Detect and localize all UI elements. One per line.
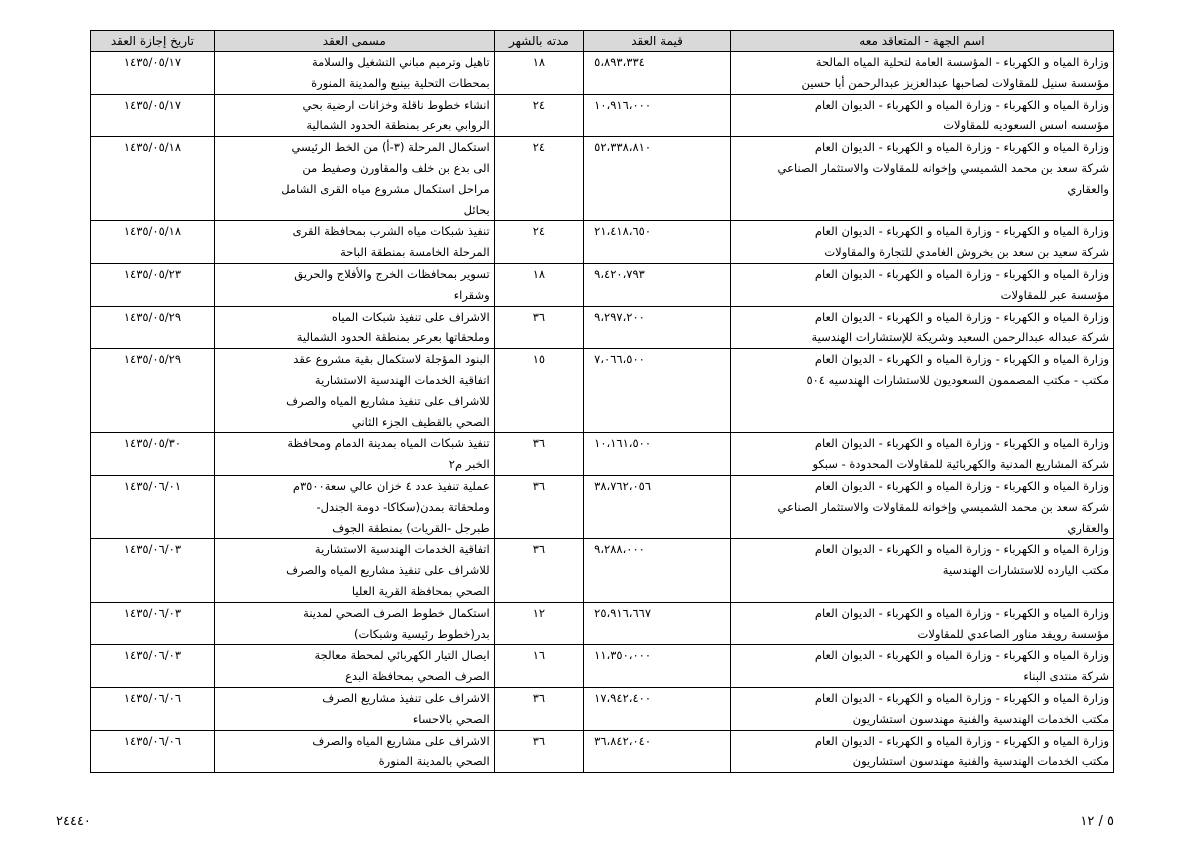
party-line: وزارة المياه و الكهرباء - وزارة المياه و الكهرباء - الديوان العام bbox=[814, 266, 1109, 281]
table-row bbox=[91, 94, 1114, 137]
table-row bbox=[91, 221, 1114, 264]
party-line: وزارة المياه و الكهرباء - وزارة المياه و الكهرباء - الديوان العام bbox=[814, 478, 1109, 493]
party-line: وزارة المياه و الكهرباء - وزارة المياه و الكهرباء - الديوان العام bbox=[814, 352, 1109, 367]
party-cell bbox=[730, 602, 1113, 645]
title-line: تنفيذ شبكات المياه بمدينة الدمام ومحافظة bbox=[287, 436, 490, 451]
date-cell: ١٤٣٥/٠٥/١٨ bbox=[91, 221, 215, 264]
party-cell bbox=[730, 645, 1113, 688]
title-line: للاشراف على تنفيذ مشاريع المياه والصرف bbox=[286, 563, 490, 578]
title-line: البنود المؤجلة لاستكمال بقية مشروع عقد bbox=[293, 352, 490, 367]
title-line: استكمال خطوط الصرف الصحي لمدينة bbox=[303, 605, 490, 620]
title-cell bbox=[214, 433, 494, 476]
table-row bbox=[91, 433, 1114, 476]
party-line: شركة سعيد بن سعد بن بخروش الغامدي للتجارة والمقاولات bbox=[824, 245, 1109, 260]
party-line: مؤسسه اسس السعوديه للمقاولات bbox=[943, 118, 1109, 133]
party-line: مكتب اليارده للاستشارات الهندسية bbox=[942, 563, 1109, 578]
title-line: الاشراف على مشاريع المياه والصرف bbox=[312, 733, 490, 748]
party-line: وزارة المياه و الكهرباء - وزارة المياه و الكهرباء - الديوان العام bbox=[814, 224, 1109, 239]
date-cell: ١٤٣٥/٠٥/٢٣ bbox=[91, 263, 215, 306]
value-cell: ٩،٤٢٠،٧٩٣ bbox=[584, 263, 731, 306]
table-header-row bbox=[91, 31, 1114, 52]
table-row bbox=[91, 52, 1114, 95]
value-cell: ١٠،٩١٦،٠٠٠ bbox=[584, 94, 731, 137]
date-cell: ١٤٣٥/٠٥/١٧ bbox=[91, 94, 215, 137]
title-line: للاشراف على تنفيذ مشاريع المياه والصرف bbox=[286, 393, 490, 408]
party-cell bbox=[730, 52, 1113, 95]
title-cell bbox=[214, 306, 494, 349]
party-cell bbox=[730, 687, 1113, 730]
contracts-table bbox=[90, 30, 1114, 773]
party-line: مؤسسة سنيل للمقاولات لصاحبها عبدالعزيز عبدالرحمن أبا حسين bbox=[801, 75, 1109, 90]
duration-cell: ١٦ bbox=[494, 645, 583, 688]
duration-cell: ٣٦ bbox=[494, 730, 583, 773]
value-cell: ٣٨،٧٦٢،٠٥٦ bbox=[584, 475, 731, 538]
title-line: انشاء خطوط ناقلة وخزانات ارضية بحي bbox=[302, 97, 490, 112]
table-row bbox=[91, 137, 1114, 221]
title-cell bbox=[214, 602, 494, 645]
party-line: وزارة المياه و الكهرباء - وزارة المياه و الكهرباء - الديوان العام bbox=[814, 733, 1109, 748]
date-cell: ١٤٣٥/٠٥/٢٩ bbox=[91, 306, 215, 349]
title-line: وملحقاتة بمدن(سكاكا- دومة الجندل- bbox=[316, 499, 490, 514]
date-cell: ١٤٣٥/٠٦/٠٦ bbox=[91, 730, 215, 773]
party-line: شركة عبداله عبدالرحمن السعيد وشريكة للإستشارات الهندسية bbox=[811, 330, 1109, 345]
title-line: بمحطات التحلية بينبع والمدينة المنورة bbox=[311, 75, 490, 90]
header-value: قيمة العقد bbox=[584, 31, 731, 52]
date-cell: ١٤٣٥/٠٦/٠٣ bbox=[91, 602, 215, 645]
title-cell bbox=[214, 539, 494, 602]
party-line: وزارة المياه و الكهرباء - وزارة المياه و الكهرباء - الديوان العام bbox=[814, 690, 1109, 705]
duration-cell: ٣٦ bbox=[494, 475, 583, 538]
page-number: ٥ / ١٢ bbox=[1080, 814, 1114, 829]
value-cell: ٢٥،٩١٦،٦٦٧ bbox=[584, 602, 731, 645]
party-line: وزارة المياه و الكهرباء - وزارة المياه و الكهرباء - الديوان العام bbox=[814, 436, 1109, 451]
title-line: الاشراف على تنفيذ مشاريع الصرف bbox=[322, 690, 490, 705]
contracts-sheet bbox=[90, 30, 1114, 773]
date-cell: ١٤٣٥/٠٦/٠٦ bbox=[91, 687, 215, 730]
title-cell bbox=[214, 52, 494, 95]
title-cell bbox=[214, 94, 494, 137]
party-cell bbox=[730, 94, 1113, 137]
value-cell: ٢١،٤١٨،٦٥٠ bbox=[584, 221, 731, 264]
party-cell bbox=[730, 730, 1113, 773]
duration-cell: ١٨ bbox=[494, 52, 583, 95]
party-cell bbox=[730, 349, 1113, 433]
party-cell bbox=[730, 433, 1113, 476]
date-cell: ١٤٣٥/٠٦/٠١ bbox=[91, 475, 215, 538]
title-line: تنفيذ شبكات مياه الشرب بمحافظة القرى bbox=[292, 224, 490, 239]
duration-cell: ٢٤ bbox=[494, 94, 583, 137]
value-cell: ١٠،١٦١،٥٠٠ bbox=[584, 433, 731, 476]
party-line: مكتب - مكتب المصممون السعوديون للاستشارات الهندسيه ٥٠٤ bbox=[806, 372, 1109, 387]
party-line: والعقاري bbox=[1067, 181, 1109, 196]
date-cell: ١٤٣٥/٠٥/٣٠ bbox=[91, 433, 215, 476]
title-line: الروابي بعرعر بمنطقة الحدود الشمالية bbox=[306, 118, 490, 133]
title-line: وشقراء bbox=[453, 287, 490, 302]
title-cell bbox=[214, 221, 494, 264]
party-cell bbox=[730, 306, 1113, 349]
party-line: شركة سعد بن محمد الشميسي وإخوانه للمقاولات والاستثمار الصناعي bbox=[777, 499, 1109, 514]
value-cell: ٥٢،٣٣٨،٨١٠ bbox=[584, 137, 731, 221]
value-cell: ٣٦،٨٤٢،٠٤٠ bbox=[584, 730, 731, 773]
date-cell: ١٤٣٥/٠٦/٠٣ bbox=[91, 645, 215, 688]
party-line: مكتب الخدمات الهندسية والفنية مهندسون استشاريون bbox=[852, 711, 1109, 726]
party-line: وزارة المياه و الكهرباء - وزارة المياه و الكهرباء - الديوان العام bbox=[814, 648, 1109, 663]
header-party: اسم الجهة - المتعاقد معه bbox=[730, 31, 1113, 52]
duration-cell: ٣٦ bbox=[494, 687, 583, 730]
date-cell: ١٤٣٥/٠٥/١٧ bbox=[91, 52, 215, 95]
party-cell bbox=[730, 475, 1113, 538]
duration-cell: ١٢ bbox=[494, 602, 583, 645]
title-line: الصحي بالقطيف الجزء الثاني bbox=[351, 414, 490, 429]
party-line: مؤسسة رويفد مناور الصاعدي للمقاولات bbox=[917, 626, 1109, 641]
table-row bbox=[91, 475, 1114, 538]
title-line: الى بدع بن خلف والمقاورن وصفيط من bbox=[302, 160, 490, 175]
party-line: والعقاري bbox=[1067, 520, 1109, 535]
value-cell: ٩،٢٩٧،٢٠٠ bbox=[584, 306, 731, 349]
title-line: تسوير بمحافظات الخرج والأفلاج والحريق bbox=[294, 266, 490, 281]
party-line: شركة سعد بن محمد الشميسي وإخوانه للمقاولات والاستثمار الصناعي bbox=[777, 160, 1109, 175]
duration-cell: ٢٤ bbox=[494, 221, 583, 264]
title-line: المرحلة الخامسة بمنطقة الباحة bbox=[340, 245, 490, 260]
title-cell bbox=[214, 730, 494, 773]
table-row bbox=[91, 306, 1114, 349]
duration-cell: ١٥ bbox=[494, 349, 583, 433]
title-line: الخبر م٢ bbox=[448, 457, 490, 472]
title-line: بدر(خطوط رئيسية وشبكات) bbox=[354, 626, 490, 641]
title-line: مراحل استكمال مشروع مياه القرى الشامل bbox=[281, 181, 490, 196]
table-row bbox=[91, 602, 1114, 645]
duration-cell: ٣٦ bbox=[494, 539, 583, 602]
value-cell: ٧،٠٦٦،٥٠٠ bbox=[584, 349, 731, 433]
header-title: مسمى العقد bbox=[214, 31, 494, 52]
value-cell: ١٧،٩٤٢،٤٠٠ bbox=[584, 687, 731, 730]
party-line: وزارة المياه و الكهرباء - وزارة المياه و الكهرباء - الديوان العام bbox=[814, 97, 1109, 112]
party-cell bbox=[730, 263, 1113, 306]
party-cell bbox=[730, 539, 1113, 602]
date-cell: ١٤٣٥/٠٥/١٨ bbox=[91, 137, 215, 221]
title-line: الاشراف على تنفيذ شبكات المياه bbox=[331, 309, 490, 324]
title-cell bbox=[214, 137, 494, 221]
title-cell bbox=[214, 349, 494, 433]
title-line: الصحي بالاحساء bbox=[412, 711, 490, 726]
duration-cell: ١٨ bbox=[494, 263, 583, 306]
party-line: وزارة المياه و الكهرباء - وزارة المياه و الكهرباء - الديوان العام bbox=[814, 140, 1109, 155]
party-line: وزارة المياه و الكهرباء - وزارة المياه و الكهرباء - الديوان العام bbox=[814, 309, 1109, 324]
title-line: الصرف الصحي بمحافظة البدع bbox=[345, 669, 490, 684]
table-row bbox=[91, 349, 1114, 433]
title-line: استكمال المرحلة (٣-أ) من الخط الرئيسي bbox=[291, 140, 490, 155]
party-line: وزارة المياه و الكهرباء - المؤسسة العامة لتحلية المياه المالحة bbox=[815, 55, 1109, 69]
party-cell bbox=[730, 221, 1113, 264]
title-line: وملحقاتها بعرعر بمنطقة الحدود الشمالية bbox=[296, 330, 490, 345]
document-number: ٢٤٤٤٠ bbox=[56, 814, 91, 829]
title-line: ايصال التيار الكهربائي لمحطة معالجة bbox=[314, 648, 490, 663]
table-row bbox=[91, 263, 1114, 306]
title-line: اتفاقية الخدمات الهندسية الاستشارية bbox=[314, 372, 490, 387]
party-line: وزارة المياه و الكهرباء - وزارة المياه و الكهرباء - الديوان العام bbox=[814, 605, 1109, 620]
party-line: مكتب الخدمات الهندسية والفنية مهندسون استشاريون bbox=[852, 754, 1109, 769]
title-line: طبرجل -القريات) بمنطقة الجوف bbox=[332, 520, 490, 535]
title-line: اتفاقية الخدمات الهندسية الاستشارية bbox=[314, 542, 490, 557]
date-cell: ١٤٣٥/٠٦/٠٣ bbox=[91, 539, 215, 602]
date-cell: ١٤٣٥/٠٥/٢٩ bbox=[91, 349, 215, 433]
party-line: شركة منتدى البناء bbox=[1023, 669, 1109, 684]
value-cell: ٩،٢٨٨،٠٠٠ bbox=[584, 539, 731, 602]
title-line: الصحي بمحافظة القرية العليا bbox=[351, 583, 490, 598]
table-row bbox=[91, 730, 1114, 773]
table-row bbox=[91, 645, 1114, 688]
table-row bbox=[91, 539, 1114, 602]
title-cell bbox=[214, 645, 494, 688]
table-row bbox=[91, 687, 1114, 730]
party-cell bbox=[730, 137, 1113, 221]
title-cell bbox=[214, 263, 494, 306]
party-line: شركة المشاريع المدنية والكهربائية للمقاولات المحدودة - سبكو bbox=[812, 457, 1109, 472]
header-date: تاريخ إجازة العقد bbox=[91, 31, 215, 52]
header-duration: مدته بالشهر bbox=[494, 31, 583, 52]
party-line: وزارة المياه و الكهرباء - وزارة المياه و الكهرباء - الديوان العام bbox=[814, 542, 1109, 557]
title-line: بحائل bbox=[463, 202, 490, 217]
party-line: مؤسسة عبر للمقاولات bbox=[1000, 287, 1109, 302]
duration-cell: ٢٤ bbox=[494, 137, 583, 221]
value-cell: ٥،٨٩٣،٣٣٤ bbox=[584, 52, 731, 95]
title-cell bbox=[214, 687, 494, 730]
title-line: تاهيل وترميم مباني التشغيل والسلامة bbox=[311, 55, 490, 69]
title-cell bbox=[214, 475, 494, 538]
duration-cell: ٣٦ bbox=[494, 306, 583, 349]
duration-cell: ٣٦ bbox=[494, 433, 583, 476]
value-cell: ١١،٣٥٠،٠٠٠ bbox=[584, 645, 731, 688]
title-line: الصحي بالمدينة المنورة bbox=[378, 754, 490, 769]
table-body bbox=[91, 52, 1114, 773]
title-line: عملية تنفيذ عدد ٤ خزان عالي سعة٣٥٠٠م bbox=[292, 478, 490, 493]
